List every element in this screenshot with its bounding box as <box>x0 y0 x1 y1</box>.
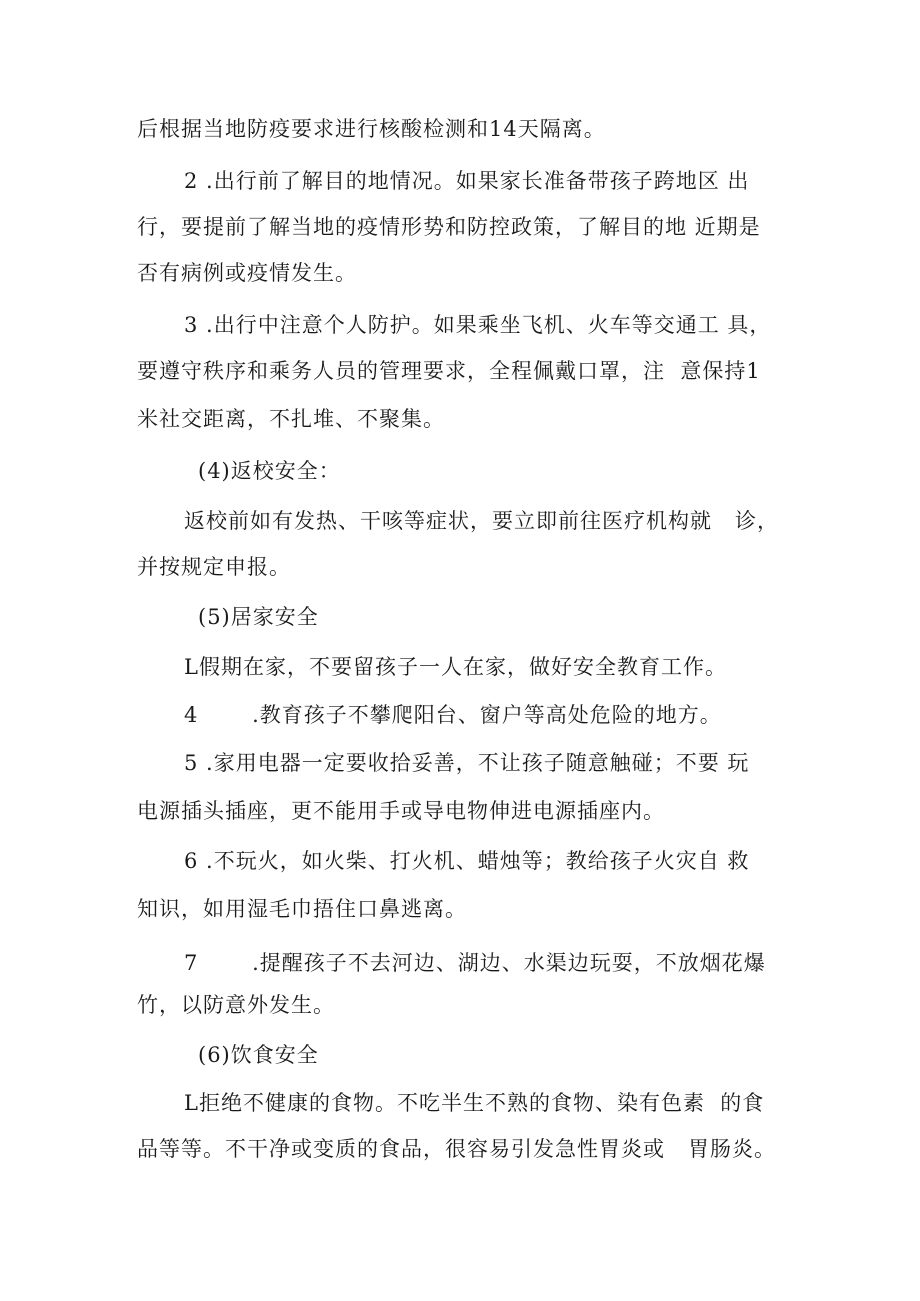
paragraph-line: 7 .提醒孩子不去河边、湖边、水渠边玩耍，不放烟花爆 <box>184 951 766 975</box>
paragraph-line: 6 .不玩火，如火柴、打火机、蜡烛等；教给孩子火灾自 救 <box>184 849 750 873</box>
paragraph-line: 品等等。不干净或变质的食品，很容易引发急性胃炎或 胃肠炎。 <box>137 1137 777 1161</box>
paragraph-line: 米社交距离，不扎堆、不聚集。 <box>137 407 445 431</box>
paragraph-line: 竹，以防意外发生。 <box>137 993 335 1017</box>
section-heading: (6)饮食安全 <box>198 1043 319 1067</box>
paragraph-line: 电源插头插座，更不能用手或导电物伸进电源插座内。 <box>137 799 665 823</box>
paragraph-line: 4 .教育孩子不攀爬阳台、窗户等高处危险的地方。 <box>184 703 722 727</box>
paragraph-line: L拒绝不健康的食物。不吃半生不熟的食物、染有色素 的食 <box>184 1091 765 1115</box>
paragraph-line: 并按规定申报。 <box>137 555 291 579</box>
section-heading: (4)返校安全： <box>198 459 341 483</box>
paragraph-line: L假期在家，不要留孩子一人在家，做好安全教育工作。 <box>184 655 727 679</box>
paragraph-line: 3 .出行中注意个人防护。如果乘坐飞机、火车等交通工 具， <box>184 313 772 337</box>
paragraph-line: 2 .出行前了解目的地情况。如果家长准备带孩子跨地区 出 <box>184 169 750 193</box>
paragraph-line: 5 .家用电器一定要收拾妥善，不让孩子随意触碰；不要 玩 <box>184 751 750 775</box>
paragraph-line: 否有病例或疫情发生。 <box>137 261 357 285</box>
section-heading: (5)居家安全 <box>198 605 319 629</box>
paragraph-line: 知识，如用湿毛巾捂住口鼻逃离。 <box>137 897 467 921</box>
paragraph-line: 行，要提前了解当地的疫情形势和防控政策，了解目的地 近期是 <box>137 215 761 239</box>
paragraph-line: 返校前如有发热、干咳等症状，要立即前往医疗机构就 诊， <box>184 509 780 533</box>
paragraph-line: 要遵守秩序和乘务人员的管理要求，全程佩戴口罩，注 意保持1 <box>137 359 761 383</box>
paragraph-line: 后根据当地防疫要求进行核酸检测和14天隔离。 <box>137 117 606 141</box>
